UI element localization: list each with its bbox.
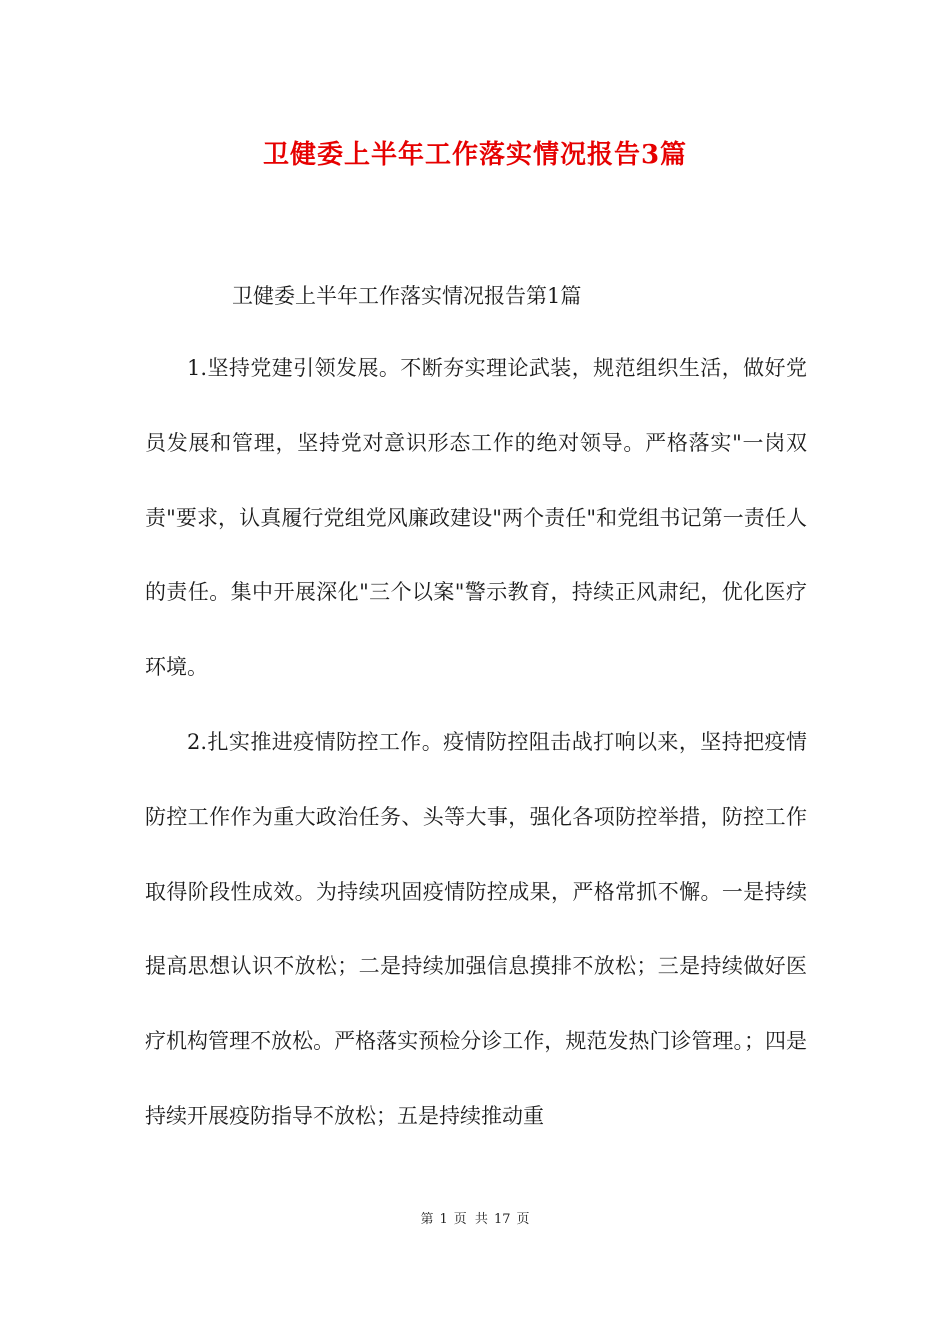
section-heading: 卫健委上半年工作落实情况报告第1篇 bbox=[232, 284, 582, 308]
current-page-number: 1 bbox=[439, 1212, 448, 1227]
page-label-suffix: 页 bbox=[516, 1212, 530, 1227]
page-number-footer bbox=[0, 1208, 950, 1227]
total-pages-number: 17 bbox=[493, 1212, 511, 1227]
body-paragraph-1: 1.坚持党建引领发展。不断夯实理论武装，规范组织生活，做好党员发展和管理，坚持党对意识形态工作的绝对领导。严格落实"一岗双责"要求，认真履行党组党风廉政建设"两个责任"和党组书记第一责任人的责任。集中开展深化"三个以案"警示教育，持续正风肃纪，优化医疗环境。 bbox=[145, 356, 807, 680]
body-paragraph-2: 2.扎实推进疫情防控工作。疫情防控阻击战打响以来，坚持把疫情防控工作作为重大政治任务、头等大事，强化各项防控举措，防控工作取得阶段性成效。为持续巩固疫情防控成果，严格常抓不懈。一是持续提高思想认识不放松；二是持续加强信息摸排不放松；三是持续做好医疗机构管理不放松。严格落实预检分诊工作，规范发热门诊管理。；四是持续开展疫防指导不放松；五是持续推动重 bbox=[145, 730, 807, 1128]
page-label-mid: 页 共 bbox=[453, 1212, 488, 1227]
document-title: 卫健委上半年工作落实情况报告3篇 bbox=[262, 140, 688, 170]
page-label-prefix: 第 bbox=[420, 1212, 434, 1227]
